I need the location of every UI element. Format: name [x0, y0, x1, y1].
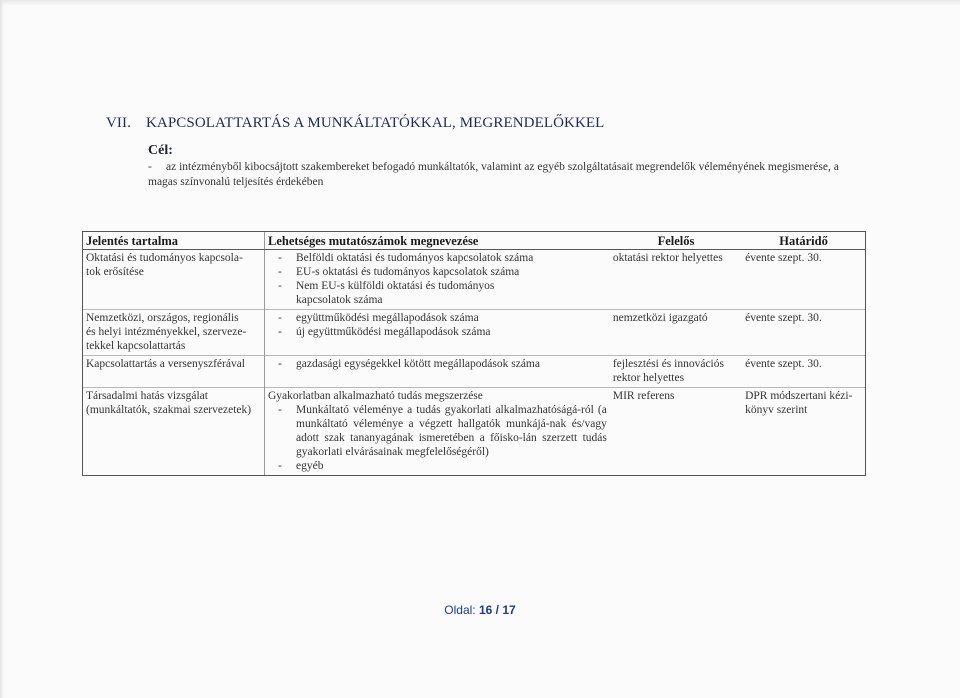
- page-current: 16: [478, 603, 493, 617]
- deadline-cell: évente szept. 30.: [742, 310, 865, 356]
- table-row: [83, 310, 866, 356]
- table-row: [83, 356, 866, 388]
- table-header-row: [83, 232, 866, 250]
- list-item: - Nem EU-s külföldi oktatási és tudományos kapcsolatok száma: [268, 279, 506, 307]
- indicators-cell: [265, 388, 610, 476]
- deadline-cell: évente szept. 30.: [742, 356, 865, 388]
- topic-line: Oktatási és tudományos kapcsola-: [86, 252, 243, 264]
- goal-text-line: az intézményből kibocsájtott szakembereket befogadó munkáltatók, valamint az egyéb szolgáltatásait megrendelők véleményének megismerése, a: [166, 161, 839, 173]
- topic-cell: [83, 356, 265, 388]
- table-row: [83, 250, 866, 310]
- deadline-cell: DPR módszertani kézi-könyv szerint: [742, 388, 865, 476]
- list-item: - együttműködési megállapodások száma: [268, 311, 607, 325]
- indicators-cell: [265, 250, 610, 310]
- topic-line: tok erősítése: [86, 266, 144, 278]
- topic-line: és helyi intézményekkel, szerveze-: [86, 326, 247, 338]
- goal-text-line: magas színvonalú teljesítés érdekében: [148, 176, 324, 188]
- list-item: - Belföldi oktatási és tudományos kapcsolatok száma: [268, 251, 607, 265]
- scan-edge: [0, 0, 4, 698]
- column-header-topic: Jelentés tartalma: [83, 232, 265, 250]
- goal-dash: -: [148, 161, 152, 173]
- page-separator: /: [495, 603, 500, 617]
- scan-edge: [0, 0, 960, 6]
- topic-line: Társadalmi hatás vizsgálat: [86, 390, 208, 402]
- topic-line: (munkáltatók, szakmai szervezetek): [86, 404, 252, 416]
- responsible-cell: nemzetközi igazgató: [610, 310, 742, 356]
- list-item: - EU-s oktatási és tudományos kapcsolatok száma: [268, 265, 607, 279]
- indicators-cell: [265, 310, 610, 356]
- topic-cell: [83, 250, 265, 310]
- deadline-cell: évente szept. 30.: [742, 250, 865, 310]
- goal-label: Cél:: [148, 143, 173, 158]
- goal-text: [148, 160, 883, 190]
- section-title: KAPCSOLATTARTÁS A MUNKÁLTATÓKKAL, MEGRENDELŐKKEL: [146, 115, 605, 131]
- topic-line: Nemzetközi, országos, regionális: [86, 312, 239, 324]
- section-number: VII.: [106, 115, 131, 131]
- column-header-responsible: Felelős: [610, 232, 742, 250]
- list-item: - új együttműködési megállapodások száma: [268, 325, 607, 339]
- topic-line: Kapcsolattartás a versenyszférával: [86, 358, 246, 370]
- list-item: - gazdasági egységekkel kötött megállapodások száma: [268, 357, 607, 371]
- table-row: [83, 388, 866, 476]
- responsible-cell: oktatási rektor helyettes: [612, 252, 723, 264]
- topic-line: tekkel kapcsolattartás: [86, 340, 186, 352]
- responsible-cell: MIR referens: [610, 388, 742, 476]
- topic-cell: [83, 388, 265, 476]
- page-label: Oldal:: [444, 603, 476, 617]
- topic-cell: [83, 310, 265, 356]
- indicator-intro: Gyakorlatban alkalmazható tudás megszerzése: [268, 390, 483, 402]
- page-footer: [0, 603, 960, 617]
- column-header-deadline: Határidő: [742, 232, 865, 250]
- section-heading: [106, 115, 604, 132]
- page-total: 17: [502, 603, 516, 617]
- indicators-cell: [265, 356, 610, 388]
- list-item: - egyéb: [268, 459, 607, 473]
- responsible-cell: fejlesztési és innovációs rektor helyettes: [610, 356, 742, 388]
- report-table: [82, 231, 866, 476]
- list-item: - Munkáltató véleménye a tudás gyakorlati alkalmazhatóságá-ról (a munkáltató véleménye a végzett hallgatók munkájá-nak és/vagy adott szak tananyagának ismeretében a főisko-lán szerzett tudás gyakorlati elvárásainak megfelelőségéről): [268, 403, 607, 459]
- column-header-indicators: Lehetséges mutatószámok megnevezése: [265, 232, 610, 250]
